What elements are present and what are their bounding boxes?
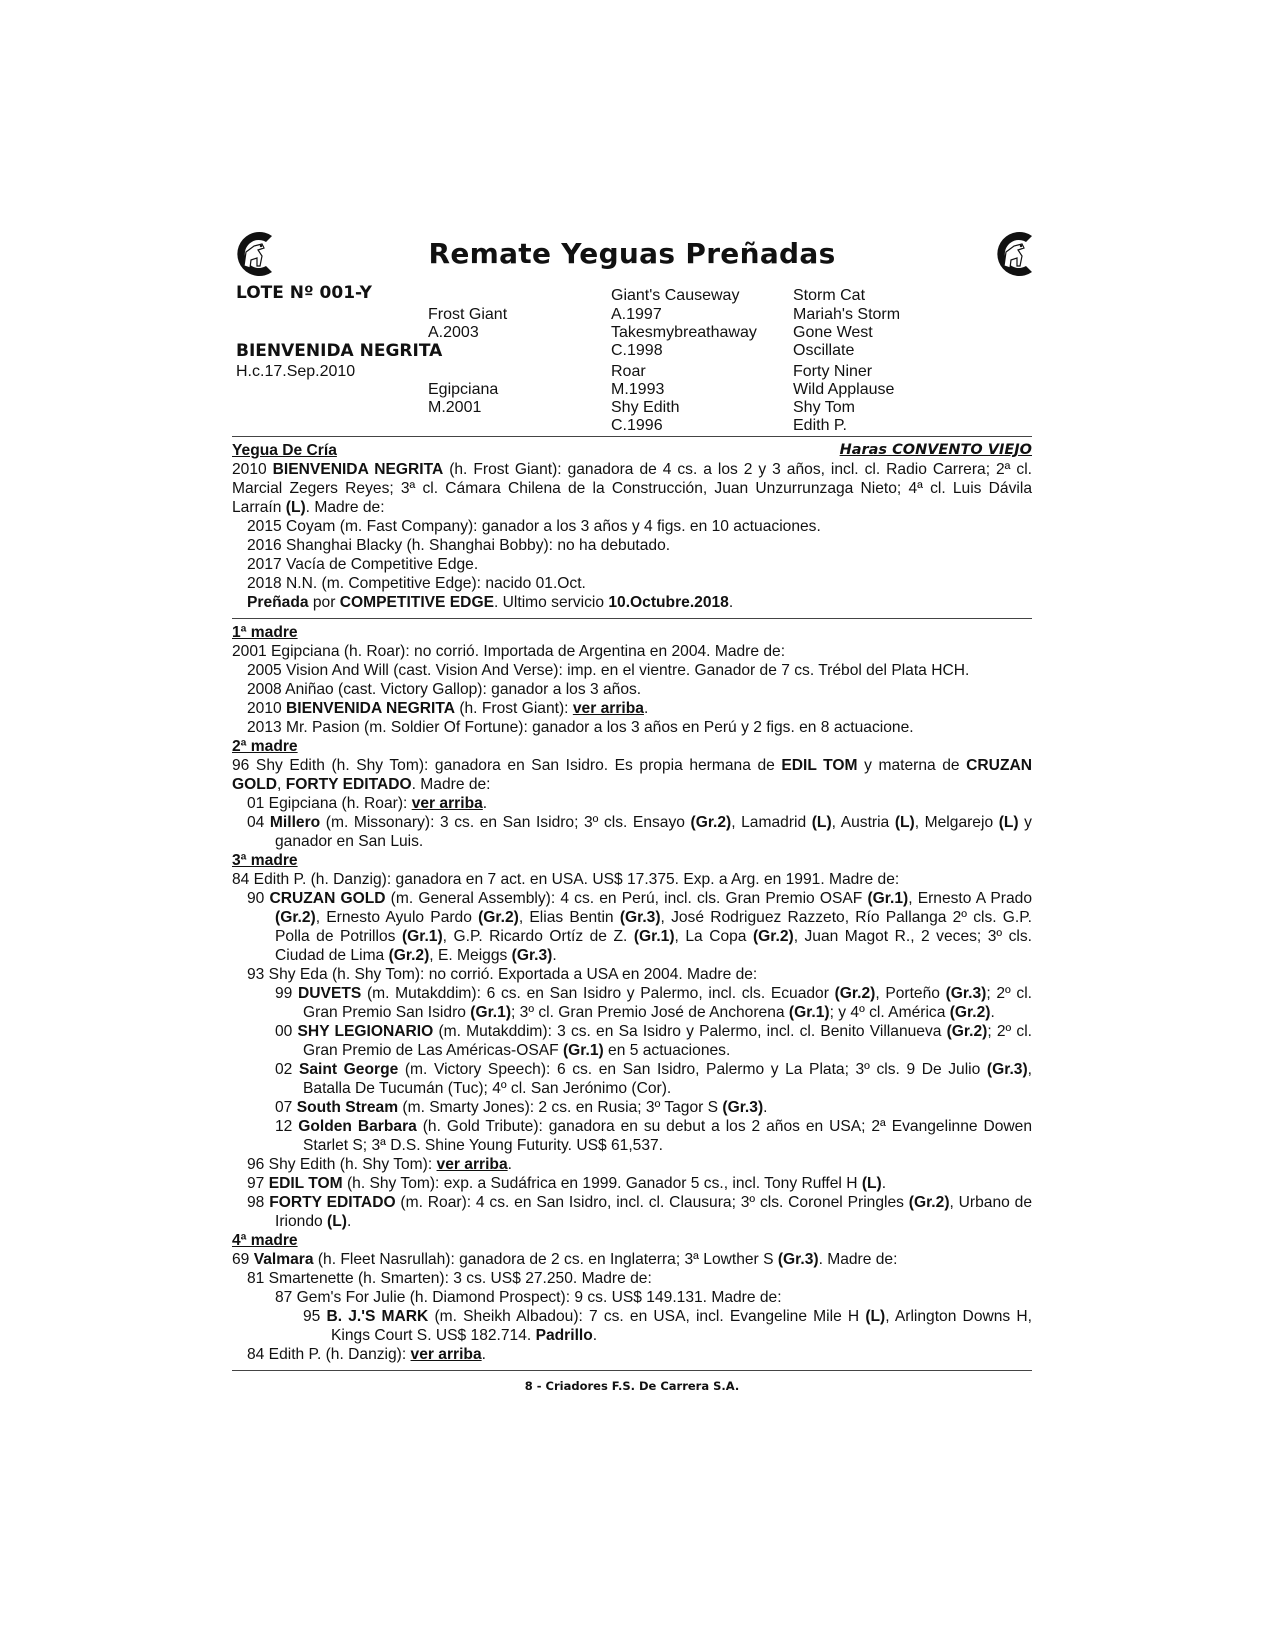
list-item: 01 Egipciana (h. Roar): ver arriba.	[247, 795, 488, 812]
list-item: 2018 N.N. (m. Competitive Edge): nacido 01.Oct.	[247, 575, 586, 592]
section-heading: 4ª madre	[232, 1232, 298, 1249]
list-item: 2015 Coyam (m. Fast Company): ganador a los 3 años y 4 figs. en 10 actuaciones.	[247, 518, 821, 535]
list-item: 81 Smartenette (h. Smarten): 3 cs. US$ 27.250. Madre de:	[247, 1270, 652, 1287]
ggp-6: Wild Applause	[793, 381, 895, 398]
catalog-page	[232, 220, 1032, 1393]
section-heading: 1ª madre	[232, 624, 298, 641]
list-item: 07 South Stream (m. Smarty Jones): 2 cs. en Rusia; 3º Tagor S (Gr.3).	[275, 1099, 768, 1116]
list-item: 2010 BIENVENIDA NEGRITA (h. Frost Giant): ver arriba.	[247, 700, 649, 717]
list-item: 2016 Shanghai Blacky (h. Shanghai Bobby): no ha debutado.	[247, 537, 671, 554]
ggp-7: Shy Tom	[793, 399, 855, 416]
paragraph: 96 Shy Edith (h. Shy Tom): ganadora en San Isidro. Es propia hermana de EDIL TOM y materna de CRUZAN GOLD, FORTY EDITADO. Madre de:	[232, 757, 1032, 793]
horse-logo-icon	[224, 226, 280, 282]
list-item: 2005 Vision And Will (cast. Vision And Verse): imp. en el vientre. Ganador de 7 cs. Trébol del Plata HCH.	[247, 662, 970, 679]
lot-number: LOTE Nº 001-Y	[236, 283, 372, 303]
dam-dam: Shy Edith	[611, 399, 680, 416]
section-heading: Yegua De Cría	[232, 442, 337, 459]
service-line: Preñada por COMPETITIVE EDGE. Ultimo servicio 10.Octubre.2018.	[247, 594, 734, 611]
list-item: 2008 Aniñao (cast. Victory Gallop): ganador a los 3 años.	[247, 681, 642, 698]
mare-name: BIENVENIDA NEGRITA	[236, 341, 443, 361]
sire-sire: Giant's Causeway	[611, 287, 740, 304]
list-item: 93 Shy Eda (h. Shy Tom): no corrió. Exportada a USA en 2004. Madre de:	[247, 966, 758, 983]
list-item: 87 Gem's For Julie (h. Diamond Prospect): 9 cs. US$ 149.131. Madre de:	[275, 1289, 782, 1306]
see-above-link[interactable]: ver arriba	[411, 795, 483, 812]
ggp-2: Mariah's Storm	[793, 306, 901, 323]
list-item: 96 Shy Edith (h. Shy Tom): ver arriba.	[247, 1156, 512, 1173]
list-item: 90 CRUZAN GOLD (m. General Assembly): 4 cs. en Perú, incl. cls. Gran Premio OSAF (Gr.1), Ernesto A Prado (Gr.2), Ernesto Ayulo Pardo (Gr.2), Elias Bentin (Gr.3), José Rodriguez Razzeto, Río Pallanga 2º cls. G.P. Polla de Potrillos (Gr.1), G.P. Ricardo Ortíz de Z. (Gr.1), La Copa (Gr.2), Juan Magot R., 2 veces; 3º cls. Ciudad de Lima (Gr.2), E. Meiggs (Gr.3).	[247, 890, 1033, 964]
dam-sire-info: M.1993	[611, 381, 665, 398]
list-item: 00 SHY LEGIONARIO (m. Mutakddim): 3 cs. en Sa Isidro y Palermo, incl. cl. Benito Villanueva (Gr.2); 2º cl. Gran Premio de Las Américas-OSAF (Gr.1) en 5 actuaciones.	[275, 1023, 1032, 1059]
ggp-5: Forty Niner	[793, 363, 873, 380]
sire-info: A.2003	[428, 324, 479, 341]
paragraph: 84 Edith P. (h. Danzig): ganadora en 7 act. en USA. US$ 17.375. Exp. a Arg. en 1991. Madre de:	[232, 871, 900, 888]
sire-name: Frost Giant	[428, 306, 508, 323]
dam-info: M.2001	[428, 399, 482, 416]
horse-logo-icon	[984, 226, 1040, 282]
section-heading: 3ª madre	[232, 852, 298, 869]
yegua-section	[232, 441, 1032, 612]
see-above-link[interactable]: ver arriba	[572, 700, 644, 717]
first-dam-section	[232, 623, 1032, 1364]
paragraph: 2010 BIENVENIDA NEGRITA (h. Frost Giant): ganadora de 4 cs. a los 2 y 3 años, incl. cl. Radio Carrera; 2ª cl. Marcial Zegers Reyes; 3ª cl. Cámara Chilena de la Construcción, Juan Unzurrunzaga Nieto; 4ª cl. Luis Dávila Larraín (L). Madre de:	[232, 461, 1032, 516]
divider	[232, 618, 1032, 619]
dam-dam-info: C.1996	[611, 417, 663, 434]
list-item: 2013 Mr. Pasion (m. Soldier Of Fortune): ganador a los 3 años en Perú y 2 figs. en 8 actuacione.	[247, 719, 914, 736]
list-item: 2017 Vacía de Competitive Edge.	[247, 556, 479, 573]
page-title: Remate Yeguas Preñadas	[428, 237, 836, 270]
pedigree-header	[232, 276, 1032, 436]
paragraph: 69 Valmara (h. Fleet Nasrullah): ganadora de 2 cs. en Inglaterra; 3ª Lowther S (Gr.3). Madre de:	[232, 1251, 898, 1268]
section-heading: 2ª madre	[232, 738, 298, 755]
list-item: 04 Millero (m. Missonary): 3 cs. en San Isidro; 3º cls. Ensayo (Gr.2), Lamadrid (L), Austria (L), Melgarejo (L) y ganador en San Luis.	[247, 814, 1032, 850]
list-item: 97 EDIL TOM (h. Shy Tom): exp. a Sudáfrica en 1999. Ganador 5 cs., incl. Tony Ruffel H (L).	[247, 1175, 887, 1192]
ggp-1: Storm Cat	[793, 287, 866, 304]
ggp-4: Oscillate	[793, 342, 855, 359]
divider	[232, 436, 1032, 437]
dam-sire: Roar	[611, 363, 646, 380]
ggp-8: Edith P.	[793, 417, 847, 434]
see-above-link[interactable]: ver arriba	[410, 1346, 482, 1363]
list-item: 84 Edith P. (h. Danzig): ver arriba.	[247, 1346, 486, 1363]
mare-info: H.c.17.Sep.2010	[236, 363, 356, 380]
list-item: 12 Golden Barbara (h. Gold Tribute): ganadora en su debut a los 2 años en USA; 2ª Evangelinne Dowen Starlet S; 3ª D.S. Shine Young Futurity. US$ 61,537.	[275, 1118, 1032, 1154]
paragraph: 2001 Egipciana (h. Roar): no corrió. Importada de Argentina en 2004. Madre de:	[232, 643, 786, 660]
haras-name: Haras CONVENTO VIEJO	[839, 442, 1032, 458]
sire-sire-info: A.1997	[611, 306, 662, 323]
sire-dam: Takesmybreathaway	[611, 324, 757, 341]
sire-dam-info: C.1998	[611, 342, 663, 359]
page-footer: 8 - Criadores F.S. De Carrera S.A.	[232, 1370, 1032, 1393]
list-item: 99 DUVETS (m. Mutakddim): 6 cs. en San Isidro y Palermo, incl. cls. Ecuador (Gr.2), Porteño (Gr.3); 2º cl. Gran Premio San Isidro (Gr.1); 3º cl. Gran Premio José de Anchorena (Gr.1); y 4º cl. América (Gr.2).	[275, 985, 1032, 1021]
dam-name: Egipciana	[428, 381, 499, 398]
list-item: 95 B. J.'S MARK (m. Sheikh Albadou): 7 cs. en USA, incl. Evangeline Mile H (L), Arlington Downs H, Kings Court S. US$ 182.714. Padrillo.	[303, 1308, 1032, 1344]
list-item: 98 FORTY EDITADO (m. Roar): 4 cs. en San Isidro, incl. cl. Clausura; 3º cls. Coronel Pringles (Gr.2), Urbano de Iriondo (L).	[247, 1194, 1032, 1230]
ggp-3: Gone West	[793, 324, 873, 341]
list-item: 02 Saint George (m. Victory Speech): 6 cs. en San Isidro, Palermo y La Plata; 3º cls. 9 De Julio (Gr.3), Batalla De Tucumán (Tuc); 4º cl. San Jerónimo (Cor).	[275, 1061, 1032, 1097]
see-above-link[interactable]: ver arriba	[436, 1156, 508, 1173]
